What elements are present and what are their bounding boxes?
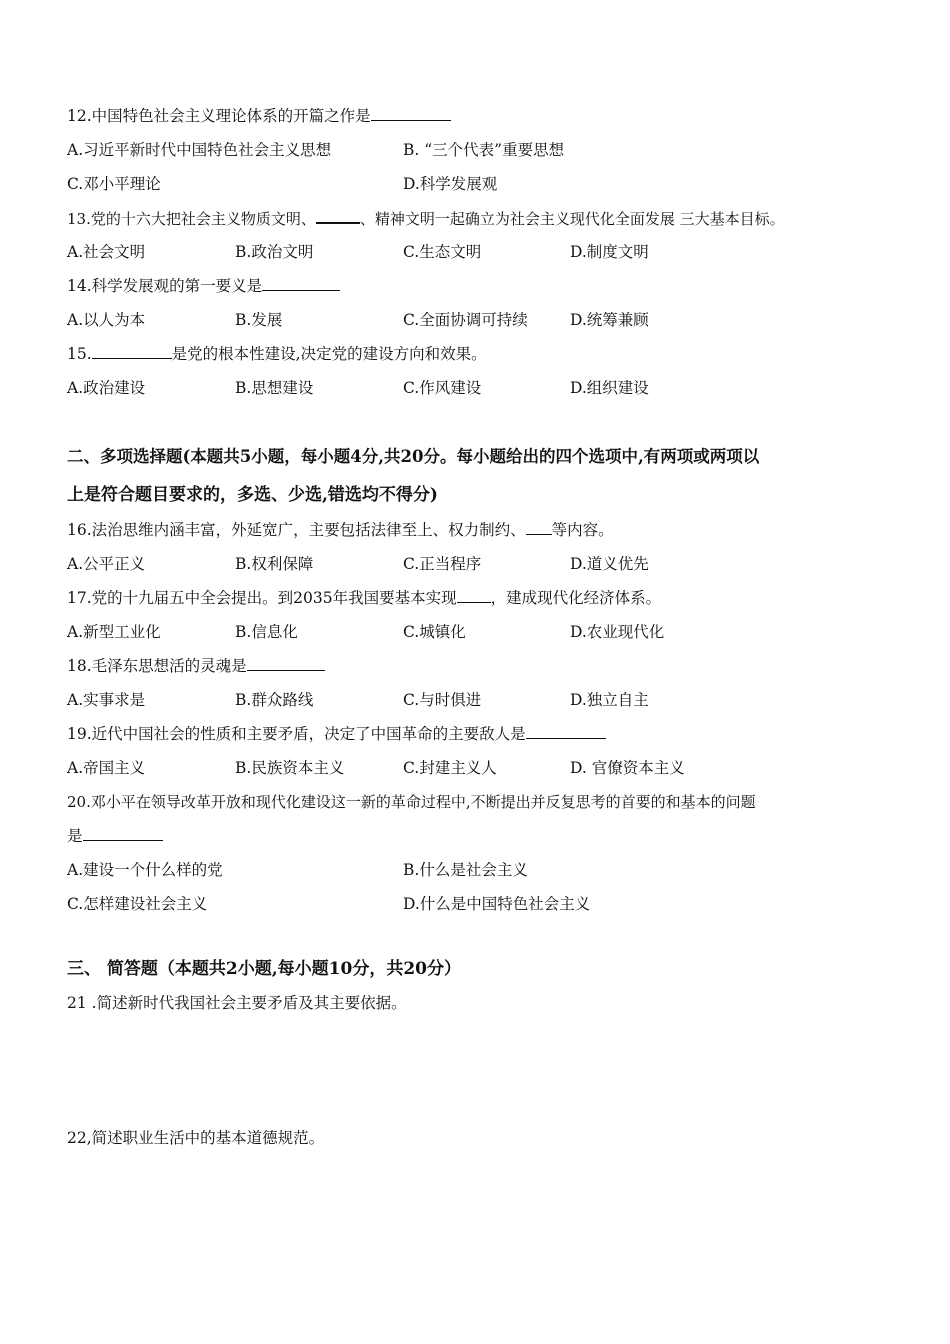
option-d: D.组织建设	[570, 379, 649, 397]
option-a: A.公平正义	[67, 555, 146, 573]
option-a: A.新型工业化	[67, 623, 161, 641]
question-text: 13.党的十六大把社会主义物质文明、	[67, 210, 316, 228]
option-a: A.实事求是	[67, 691, 146, 709]
option-a: A.政治建设	[67, 379, 146, 397]
question-text-cont: ，建成现代化经济体系。	[490, 589, 662, 607]
option-a: A.以人为本	[67, 311, 146, 329]
option-a: A.社会文明	[67, 243, 146, 261]
question-text: 17.党的十九届五中全会提出。到2035年我国要基本实现	[67, 589, 457, 607]
option-d: D.独立自主	[570, 691, 649, 709]
question-17	[67, 588, 661, 608]
option-d: D. 官僚资本主义	[570, 759, 685, 777]
answer-blank	[526, 520, 552, 535]
option-b: B.权利保障	[235, 555, 314, 573]
section-2-heading-cont: 上是符合题目要求的，多选、少选,错选均不得分)	[67, 485, 438, 505]
option-b: B. “三个代表”重要思想	[403, 141, 565, 159]
answer-blank	[371, 106, 451, 121]
option-c: C.全面协调可持续	[403, 311, 528, 329]
section-3-heading: 三、 简答题（本题共2小题,每小题10分，共20分）	[67, 959, 461, 979]
question-text: 14.科学发展观的第一要义是	[67, 277, 263, 295]
option-c: C.城镇化	[403, 623, 466, 641]
option-d: D.科学发展观	[403, 175, 498, 193]
option-d: D.什么是中国特色社会主义	[403, 895, 591, 913]
answer-blank	[83, 826, 163, 841]
question-number: 15.	[67, 345, 92, 363]
answer-blank	[457, 588, 491, 603]
option-d: D.道义优先	[570, 555, 649, 573]
option-a: A.建设一个什么样的党	[67, 861, 223, 879]
question-18	[67, 656, 325, 676]
option-c: C.封建主义人	[403, 759, 497, 777]
answer-blank	[262, 276, 340, 291]
option-b: B.信息化	[235, 623, 298, 641]
section-2-heading: 二、多项选择题(本题共5小题，每小题4分,共20分。每小题给出的四个选项中,有两项或两项以	[67, 447, 760, 466]
option-b: B.思想建设	[235, 379, 314, 397]
answer-blank	[247, 656, 325, 671]
option-c: C.生态文明	[403, 243, 482, 261]
question-16	[67, 520, 614, 540]
answer-blank	[526, 724, 606, 739]
answer-blank	[92, 344, 172, 359]
option-c: C.怎样建设社会主义	[67, 895, 208, 913]
option-d: D.农业现代化	[570, 623, 665, 641]
option-b: B.民族资本主义	[235, 759, 345, 777]
question-text-cont: 是	[67, 827, 83, 845]
option-c: C.与时俱进	[403, 691, 482, 709]
question-text: 16.法治思维内涵丰富，外延宽广，主要包括法律至上、权力制约、	[67, 521, 526, 539]
question-12	[67, 106, 451, 126]
question-text: 19.近代中国社会的性质和主要矛盾，决定了中国革命的主要敌人是	[67, 725, 526, 743]
option-a: A.习近平新时代中国特色社会主义思想	[67, 141, 332, 159]
answer-blank	[316, 208, 360, 224]
option-c: C.作风建设	[403, 379, 482, 397]
option-b: B.发展	[235, 311, 283, 329]
question-19	[67, 724, 606, 744]
question-text: 18.毛泽东思想活的灵魂是	[67, 657, 247, 675]
question-20: 20.邓小平在领导改革开放和现代化建设这一新的革命过程中,不断提出并反复思考的首要的和基本的问题	[67, 793, 756, 811]
option-d: D.制度文明	[570, 243, 649, 261]
question-13	[67, 208, 785, 229]
option-b: B.群众路线	[235, 691, 314, 709]
question-text-cont: 等内容。	[551, 521, 614, 539]
option-d: D.统筹兼顾	[570, 311, 649, 329]
question-text-cont: 、精神文明一起确立为社会主义现代化全面发展 三大基本目标。	[359, 210, 785, 228]
question-14	[67, 276, 340, 296]
question-text: 12.中国特色社会主义理论体系的开篇之作是	[67, 107, 371, 125]
short-answer-21: 21 .简述新时代我国社会主要矛盾及其主要依据。	[67, 994, 407, 1012]
option-b: B.政治文明	[235, 243, 314, 261]
question-15	[67, 344, 487, 364]
option-a: A.帝国主义	[67, 759, 146, 777]
option-b: B.什么是社会主义	[403, 861, 528, 879]
option-c: C.正当程序	[403, 555, 482, 573]
question-text: 是党的根本性建设,决定党的建设方向和效果。	[171, 345, 487, 363]
option-c: C.邓小平理论	[67, 175, 161, 193]
short-answer-22: 22,简述职业生活中的基本道德规范。	[67, 1129, 325, 1147]
question-20-cont	[67, 826, 163, 846]
